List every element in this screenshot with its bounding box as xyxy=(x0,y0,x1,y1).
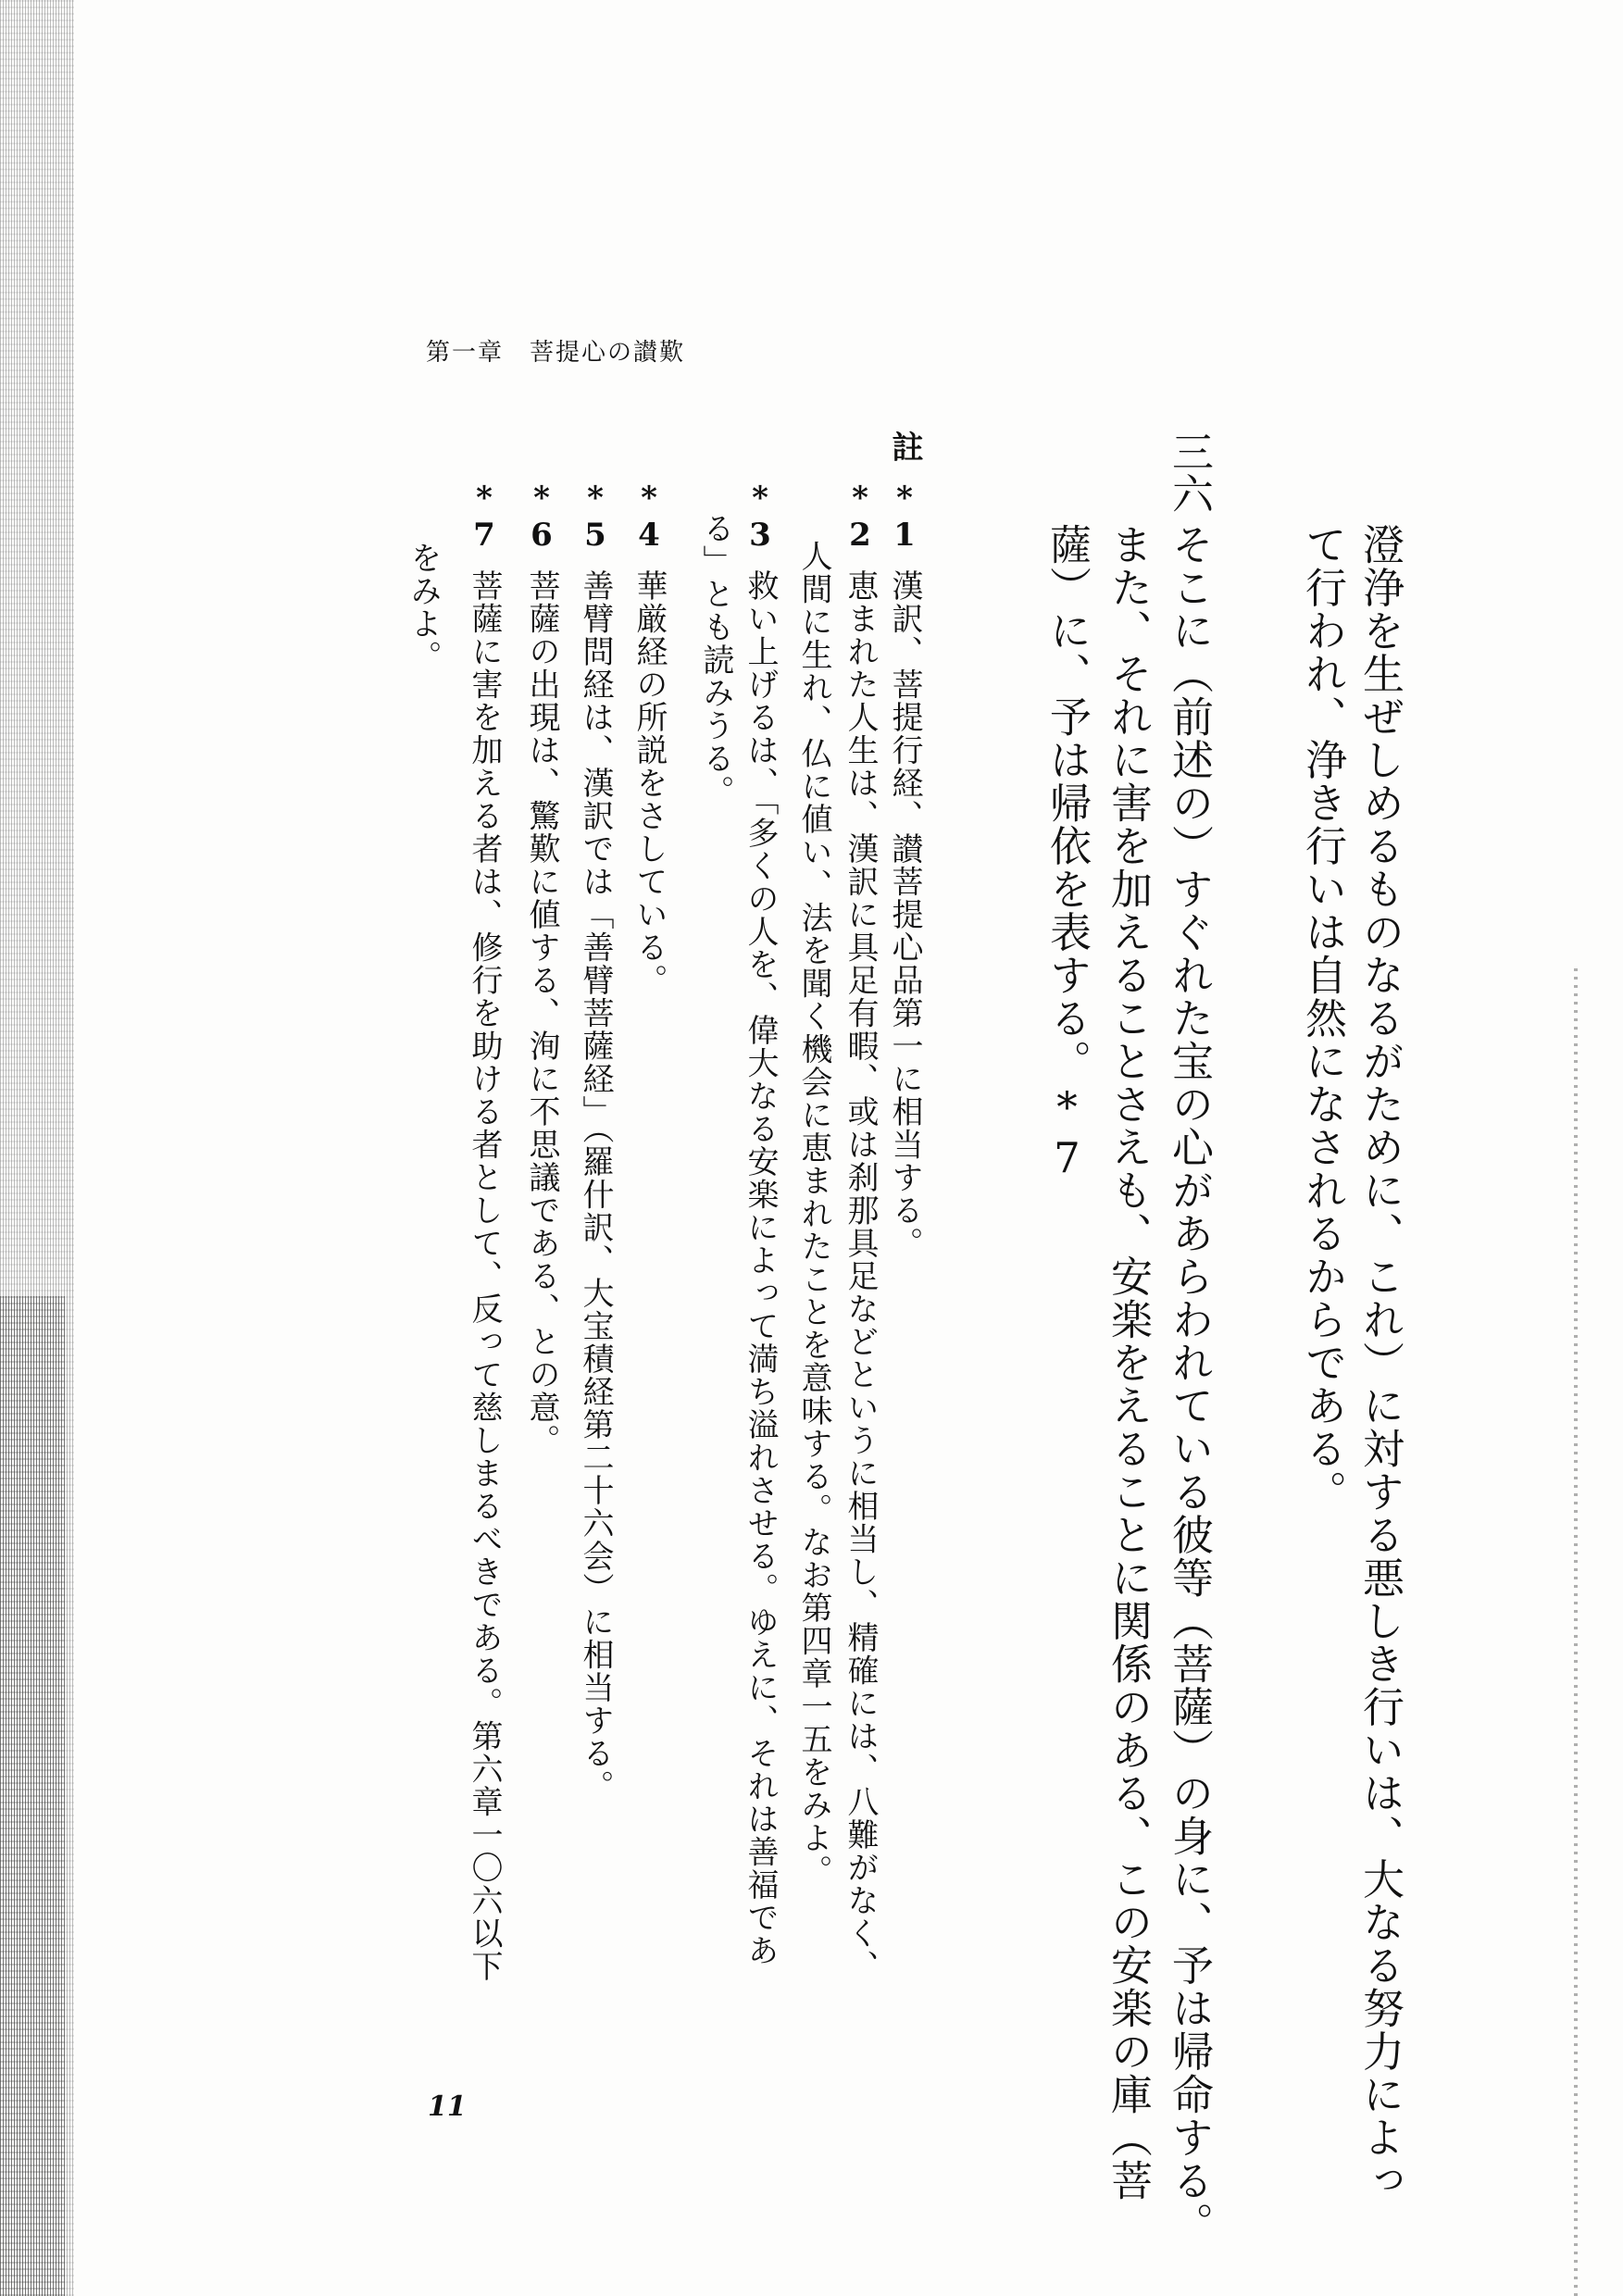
note-marker: *5 xyxy=(577,480,614,554)
note-line: 華厳経の所説をさしている。 xyxy=(630,569,668,997)
note-line: 菩薩の出現は、驚歎に値する、洵に不思議である、との意。 xyxy=(523,569,560,1457)
section-number: 三六 xyxy=(1165,430,1214,514)
body-line: 薩）に、予は帰依を表する。*7 xyxy=(1042,523,1092,1184)
page-number: 11 xyxy=(428,2090,467,2123)
scan-right-edge xyxy=(1574,963,1578,2296)
note-marker: *2 xyxy=(842,480,879,554)
note-line: 漢訳、菩提行経、讃菩提心品第一に相当する。 xyxy=(886,569,923,1260)
note-marker: *4 xyxy=(630,480,668,554)
note-marker: *1 xyxy=(886,480,923,554)
running-header: 第一章 菩提心の讃歎 xyxy=(426,339,686,367)
body-line: そこに（前述の）すぐれた宝の心があらわれている彼等（菩薩）の身に、予は帰命する。 xyxy=(1165,523,1214,2245)
note-line: 人間に生れ、仏に値い、法を聞く機会に恵まれたことを意味する。なお第四章一五をみよ。 xyxy=(795,540,832,1888)
note-line: 恵まれた人生は、漢訳に具足有暇、或は刹那具足などというに相当し、精確には、八難がなく、 xyxy=(842,569,879,1983)
note-line: をみよ。 xyxy=(405,542,442,673)
scan-binding-shadow xyxy=(0,1296,65,2296)
note-line: る」とも読みうる。 xyxy=(697,512,734,808)
notes-heading: 註 xyxy=(886,430,923,462)
body-line: 澄浄を生ぜしめるものなるがために、これ）に対する悪しき行いは、大なる努力によっ xyxy=(1355,523,1405,2202)
note-line: 善臂問経は、漢訳では「善臂菩薩経」（羅什訳、大宝積経第二十六会）に相当する。 xyxy=(577,569,614,1803)
note-line: 救い上げるは、「多くの人を、偉大なる安楽によって満ち溢れさせる。ゆえに、それは善福であ xyxy=(742,569,779,1967)
note-line: 菩薩に害を加える者は、修行を助ける者として、反って慈しまるべきである。第六章一〇六以下 xyxy=(466,569,503,1983)
body-line: て行われ、浄き行いは自然になされるからである。 xyxy=(1298,523,1347,1514)
note-marker: *6 xyxy=(523,480,560,554)
note-marker: *3 xyxy=(742,480,779,554)
body-line: また、それに害を加えることさえも、安楽をえることに関係のある、この安楽の庫（菩 xyxy=(1104,523,1153,2202)
note-marker: *7 xyxy=(466,480,503,554)
